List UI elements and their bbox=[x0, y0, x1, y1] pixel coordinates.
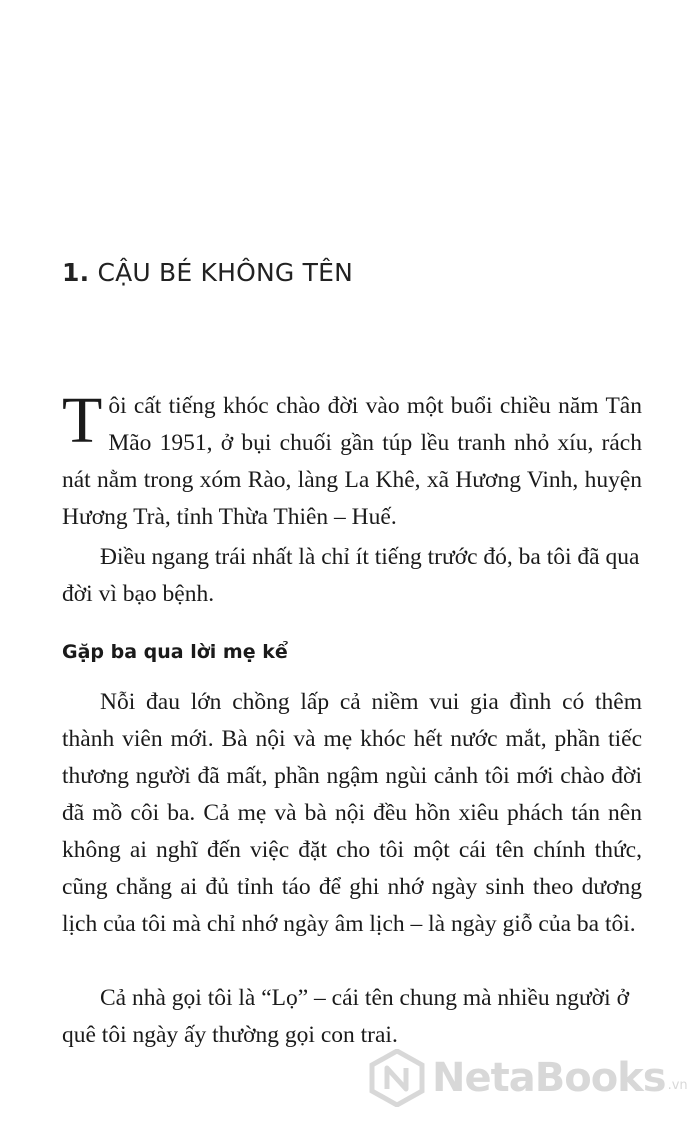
paragraph-opening-text: ôi cất tiếng khóc chào đời vào một buổi chiều năm Tân Mão 1951, ở bụi chuối gần túp lều tranh nhỏ xíu, rách nát nằm trong xóm Rào, làng La Khê, xã Hương Vinh, huyện Hương Trà, tỉnh Thừa Thiên – Huế. bbox=[62, 393, 642, 530]
chapter-title-text: CẬU BÉ KHÔNG TÊN bbox=[97, 258, 354, 287]
watermark-brand: NetaBooks bbox=[432, 1055, 666, 1101]
section-heading: Gặp ba qua lời mẹ kể bbox=[62, 641, 288, 663]
paragraph-grief: Nỗi đau lớn chồng lấp cả niềm vui gia đình có thêm thành viên mới. Bà nội và mẹ khóc hết nước mắt, phần tiếc thương người đã mất, phần ngậm ngùi cảnh tôi mới chào đời đã mồ côi ba. Cả mẹ và bà nội đều hồn xiêu phách tán nên không ai nghĩ đến việc đặt cho tôi một cái tên chính thức, cũng chẳng ai đủ tỉnh táo để ghi nhớ ngày sinh theo dương lịch của tôi mà chỉ nhớ ngày âm lịch – là ngày giỗ của ba tôi. bbox=[62, 689, 642, 937]
paragraph-father-death: Điều ngang trái nhất là chỉ ít tiếng trước đó, ba tôi đã qua đời vì bạo bệnh. bbox=[62, 544, 640, 607]
paragraph-opening bbox=[62, 384, 642, 536]
paragraph-nickname: Cả nhà gọi tôi là “Lọ” – cái tên chung mà nhiều người ở quê tôi ngày ấy thường gọi con trai. bbox=[62, 985, 629, 1048]
drop-cap: T bbox=[62, 384, 103, 457]
neta-logo-icon bbox=[368, 1049, 426, 1107]
chapter-number: 1. bbox=[62, 258, 90, 287]
chapter-title bbox=[62, 258, 353, 287]
watermark bbox=[368, 1048, 688, 1108]
watermark-suffix: .vn bbox=[667, 1077, 688, 1093]
